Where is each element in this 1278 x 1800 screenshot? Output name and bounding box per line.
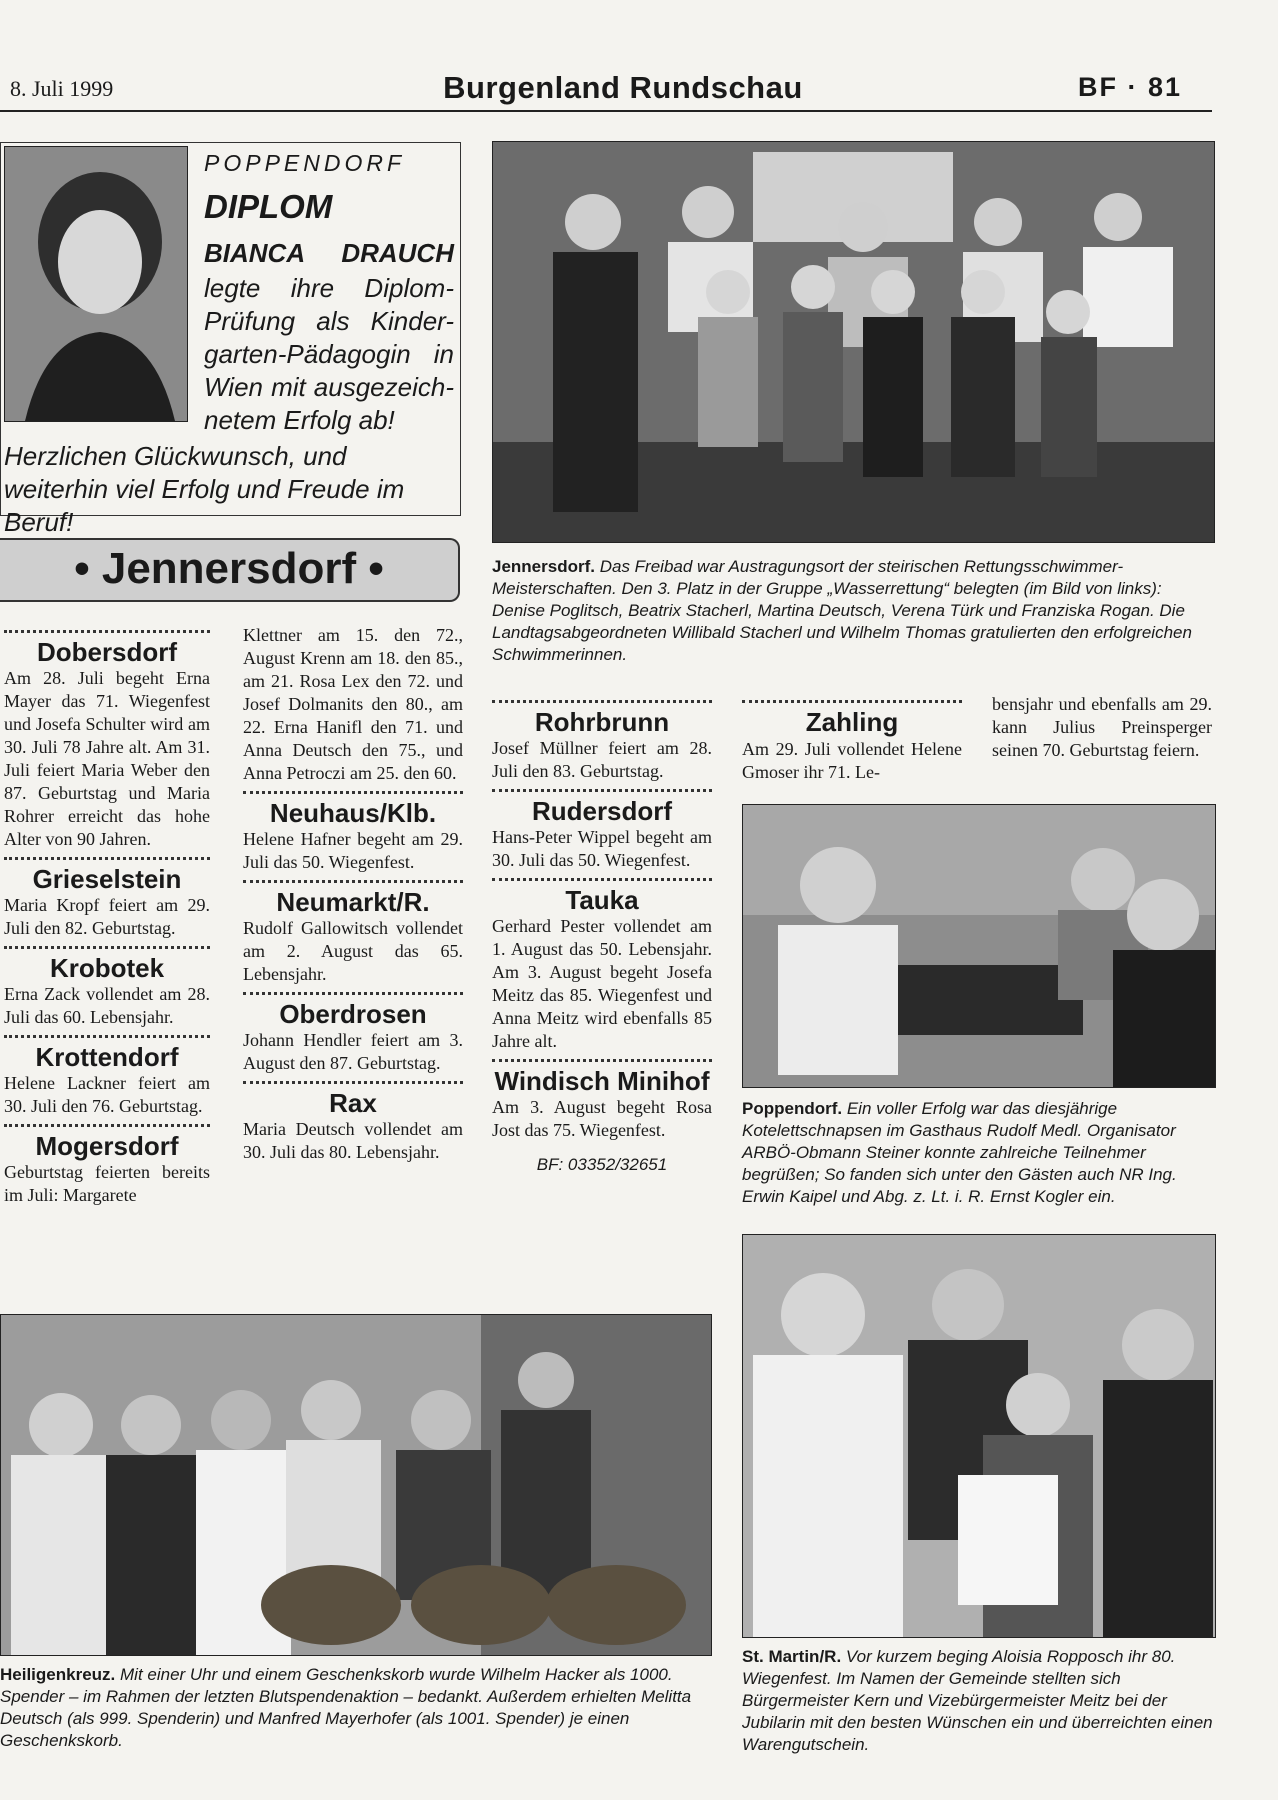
entry-text: Helene Lackner feiert am 30. Juli den 76. Geburtstag. [4,1073,210,1116]
entry-text: Josef Müllner feiert am 28. Juli den 83. Geburtstag. [492,738,712,781]
caption-jennersdorf [492,556,1214,666]
divider [4,1035,210,1038]
entry-text: Erna Zack vollendet am 28. Juli das 60. Lebensjahr. [4,984,210,1027]
caption-place: Jennersdorf. [492,557,595,576]
entry-text: Klettner am 15. den 72., August Krenn am 18. den 85., am 21. Rosa Lex den 72. und Josef Dolmanits den 80., am 22. Erna Hanifl den 71. und Anna Deutsch den 75., und Anna Petroczi am 25. den 60. [243,625,463,783]
photo-swimmers [492,141,1215,543]
town-heading: Krottendorf [35,1042,179,1072]
entry-text: Am 3. August begeht Rosa Jost das 75. Wiegenfest. [492,1097,712,1140]
town-heading: Zahling [805,707,899,737]
issue-date: 8. Juli 1999 [10,76,114,101]
divider [742,700,962,703]
entry-text: Am 28. Juli begeht Erna Mayer das 71. Wiegenfest und Josefa Schulter wird am 30. Juli 78 Jahre alt. Am 31. Juli feiert Maria Weber den 87. Geburtstag und Maria Rohrer erreicht das hohe Alter von 90 Jahren. [4,668,210,849]
divider [243,880,463,883]
diplom-town: POPPENDORF [204,150,406,176]
section-banner: • Jennersdorf • [0,538,460,602]
header-rule [0,110,1212,112]
town-heading: Tauka [565,885,639,915]
town-heading: Neumarkt/R. [276,887,430,917]
entry-text: bensjahr und ebenfalls am 29. kann Julius Preinsperger seinen 70. Geburtstag feiern. [992,694,1212,760]
column-2 [243,624,463,1164]
entry-text: Maria Kropf feiert am 29. Juli den 82. Geburtstag. [4,895,210,938]
town-heading: Rudersdorf [531,796,673,826]
town-heading: Oberdrosen [279,999,427,1029]
newspaper-title: Burgenland Rundschau [443,70,803,105]
caption-heiligenkreuz [0,1664,712,1752]
entry-text: Gerhard Pester vollendet am 1. August das 50. Lebensjahr. Am 3. August begeht Josefa Meitz das 85. Wiegenfest und Anna Meitz wird ebenfalls 85 Jahre alt. [492,916,712,1051]
divider [492,878,712,881]
town-heading: Neuhaus/Klb. [269,798,437,828]
entry-text: Hans-Peter Wippel begeht am 30. Juli das 50. Wiegenfest. [492,827,712,870]
divider [4,1124,210,1127]
entry-text: Maria Deutsch vollendet am 30. Juli das 80. Lebensjahr. [243,1119,463,1162]
town-heading: Mogersdorf [35,1131,179,1161]
divider [4,630,210,633]
entry-text: Helene Hafner begeht am 29. Juli das 50. Wiegenfest. [243,829,463,872]
phone-number: BF: 03352/32651 [536,1155,668,1174]
caption-place: Poppendorf. [742,1099,843,1118]
entry-text: Am 29. Juli vollendet Helene Gmoser ihr 71. Le- [742,739,962,782]
divider [243,1081,463,1084]
column-3 [492,700,712,1176]
caption-place: St. Martin/R. [742,1647,842,1666]
divider [492,700,712,703]
divider [243,992,463,995]
diplom-closing: Herzlichen Glückwunsch, und weiterhin viel Erfolg und Freude im Beruf! [4,441,405,537]
column-1 [4,630,210,1207]
caption-stmartin [742,1646,1214,1756]
divider [4,857,210,860]
page-number: BF · 81 [1078,72,1183,102]
town-heading: Rohrbrunn [534,707,670,737]
diplom-last-name: DRAUCH [341,238,454,268]
caption-text: Das Freibad war Austragungsort der steirischen Rettungsschwimmer-Meisterschaften. Den 3. Platz in der Gruppe „Wasserrettung“ belegten (im Bild von links): Denise Poglitsch, Beatrix Stacherl, Martina Deutsch, Verena Türk und Franziska Rogan. Die Landtagsabgeordneten Willibald Stacherl und Wilhelm Thomas gratulierten den erfolgreichen Schwimmerinnen. [492,557,1192,664]
caption-place: Heiligenkreuz. [0,1665,116,1684]
caption-poppendorf [742,1098,1214,1208]
town-heading: Windisch Minihof [494,1066,710,1096]
caption-text: Mit einer Uhr und einem Geschenkskorb wurde Wilhelm Hacker als 1000. Spender – im Rahmen der letzten Blutspendenaktion – bedankt. Außerdem erhielten Melitta Deutsch (als 999. Spenderin) und Manfred Mayerhofer (als 1001. Spender) je einen Geschenkskorb. [0,1665,692,1750]
photo-birthday [742,1234,1216,1638]
diplom-name [204,238,454,269]
divider [492,789,712,792]
town-heading: Dobersdorf [36,637,178,667]
town-heading: Krobotek [49,953,165,983]
town-heading: Rax [329,1088,377,1118]
entry-text: Geburtstag feierten bereits im Juli: Margarete [4,1162,210,1205]
entry-text: Johann Hendler feiert am 3. August den 87. Geburtstag. [243,1030,463,1073]
zahling-text-2 [992,693,1212,762]
photo-blood-donation [0,1314,712,1656]
portrait-photo [4,146,188,422]
divider [4,946,210,949]
diplom-heading: DIPLOM [204,188,333,225]
photo-card-game [742,804,1216,1088]
diplom-body: legte ihre Diplom-Prüfung als Kinder-garten-Pädagogin in Wien mit ausgezeich-netem Erfolg ab! [204,273,454,435]
divider [243,791,463,794]
divider [492,1059,712,1062]
caption-text: Vor kurzem beging Aloisia Ropposch ihr 80. Wiegenfest. Im Namen der Gemeinde stellten sich Bürgermeister Kern und Vizebürgermeister Meitz bei der Jubilarin mit den besten Wünschen ein und überreichten einen Warengutschein. [742,1647,1213,1754]
diplom-first-name: BIANCA [204,238,306,268]
town-heading: Grieselstein [32,864,182,894]
caption-text: Ein voller Erfolg war das diesjährige Kotelettschnapsen im Gasthaus Rudolf Medl. Organisator ARBÖ-Obmann Steiner konnte zahlreiche Teilnehmer begrüßen; So fanden sich unter den Gästen auch NR Ing. Erwin Kaipel und Abg. z. Lt. i. R. Ernst Kogler ein. [742,1099,1177,1206]
zahling-text-1 [742,738,962,784]
entry-text: Rudolf Gallowitsch vollendet am 2. August das 65. Lebensjahr. [243,918,463,984]
